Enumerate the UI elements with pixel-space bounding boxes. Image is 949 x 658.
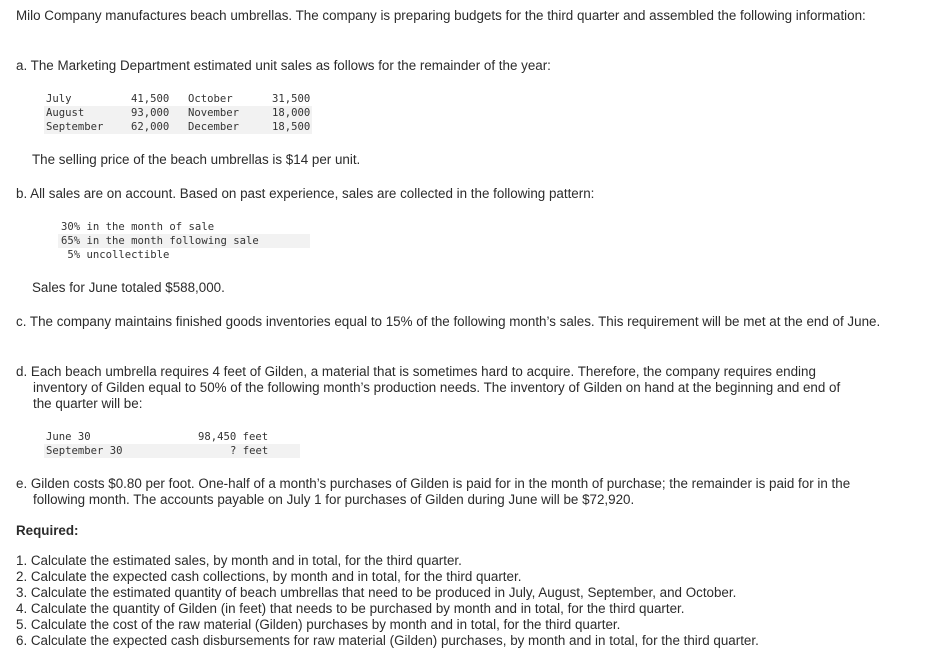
list-item: 4. Calculate the quantity of Gilden (in feet) that needs to be purchased by month and in total, for the third quarter. bbox=[16, 601, 685, 616]
month-value: 62,000 bbox=[131, 121, 170, 133]
table-row bbox=[46, 430, 306, 444]
item-b-text: b. All sales are on account. Based on past experience, sales are collected in the following pattern: bbox=[16, 186, 595, 201]
price-note: The selling price of the beach umbrellas is $14 per unit. bbox=[32, 152, 361, 167]
intro-paragraph: Milo Company manufactures beach umbrellas. The company is preparing budgets for the third quarter and assembled the following information: bbox=[16, 8, 866, 23]
list-item: 1. Calculate the estimated sales, by month and in total, for the third quarter. bbox=[16, 553, 462, 568]
month-label: October bbox=[188, 93, 233, 105]
item-e-text: e. Gilden costs $0.80 per foot. One-half of a month’s purchases of Gilden is paid for in the month of purchase; the remainder is paid for in the following month. The accounts payable on July 1 for purchases of Gilden during June will be $72,920. bbox=[16, 476, 851, 507]
month-label: August bbox=[46, 107, 85, 119]
month-label: September bbox=[46, 121, 104, 133]
table-row: 65% in the month following sale bbox=[61, 235, 259, 247]
item-a-text: a. The Marketing Department estimated unit sales as follows for the remainder of the year: bbox=[16, 58, 551, 73]
required-list bbox=[16, 553, 759, 649]
table-row bbox=[46, 106, 316, 120]
list-item: 3. Calculate the estimated quantity of beach umbrellas that need to be produced in July, August, September, and October. bbox=[16, 585, 737, 600]
month-value: 93,000 bbox=[131, 107, 170, 119]
date-label: June 30 bbox=[46, 431, 91, 443]
june-sales-note: Sales for June totaled $588,000. bbox=[32, 280, 225, 295]
collection-pattern-table bbox=[61, 220, 321, 262]
table-row bbox=[46, 120, 316, 134]
table-row: 5% uncollectible bbox=[61, 249, 170, 261]
table-row bbox=[46, 444, 306, 458]
list-item: 6. Calculate the expected cash disbursements for raw material (Gilden) purchases, by month and in total, for the third quarter. bbox=[16, 633, 759, 648]
unit-sales-table bbox=[46, 92, 316, 134]
month-value: 41,500 bbox=[131, 93, 170, 105]
month-label: November bbox=[188, 107, 240, 119]
required-heading: Required: bbox=[16, 523, 79, 538]
list-item: 2. Calculate the expected cash collections, by month and in total, for the third quarter. bbox=[16, 569, 522, 584]
inventory-value: ? feet bbox=[230, 445, 269, 457]
month-label: December bbox=[188, 121, 240, 133]
inventory-value: 98,450 feet bbox=[198, 431, 269, 443]
table-row bbox=[46, 92, 316, 106]
gilden-inventory-table bbox=[46, 430, 306, 458]
month-value: 31,500 bbox=[272, 93, 311, 105]
list-item: 5. Calculate the cost of the raw material (Gilden) purchases by month and in total, for the third quarter. bbox=[16, 617, 621, 632]
item-d-text: d. Each beach umbrella requires 4 feet of Gilden, a material that is sometimes hard to acquire. Therefore, the company requires ending inventory of Gilden equal to 50% of the following month’s production needs. The inventory of Gilden on hand at the beginning and end of the quarter will be: bbox=[16, 364, 841, 411]
date-label: September 30 bbox=[46, 445, 123, 457]
table-row: 30% in the month of sale bbox=[61, 221, 215, 233]
month-label: July bbox=[46, 93, 72, 105]
month-value: 18,500 bbox=[272, 121, 311, 133]
item-c-text: c. The company maintains finished goods inventories equal to 15% of the following month’s sales. This requirement will be met at the end of June. bbox=[16, 314, 881, 329]
month-value: 18,000 bbox=[272, 107, 311, 119]
